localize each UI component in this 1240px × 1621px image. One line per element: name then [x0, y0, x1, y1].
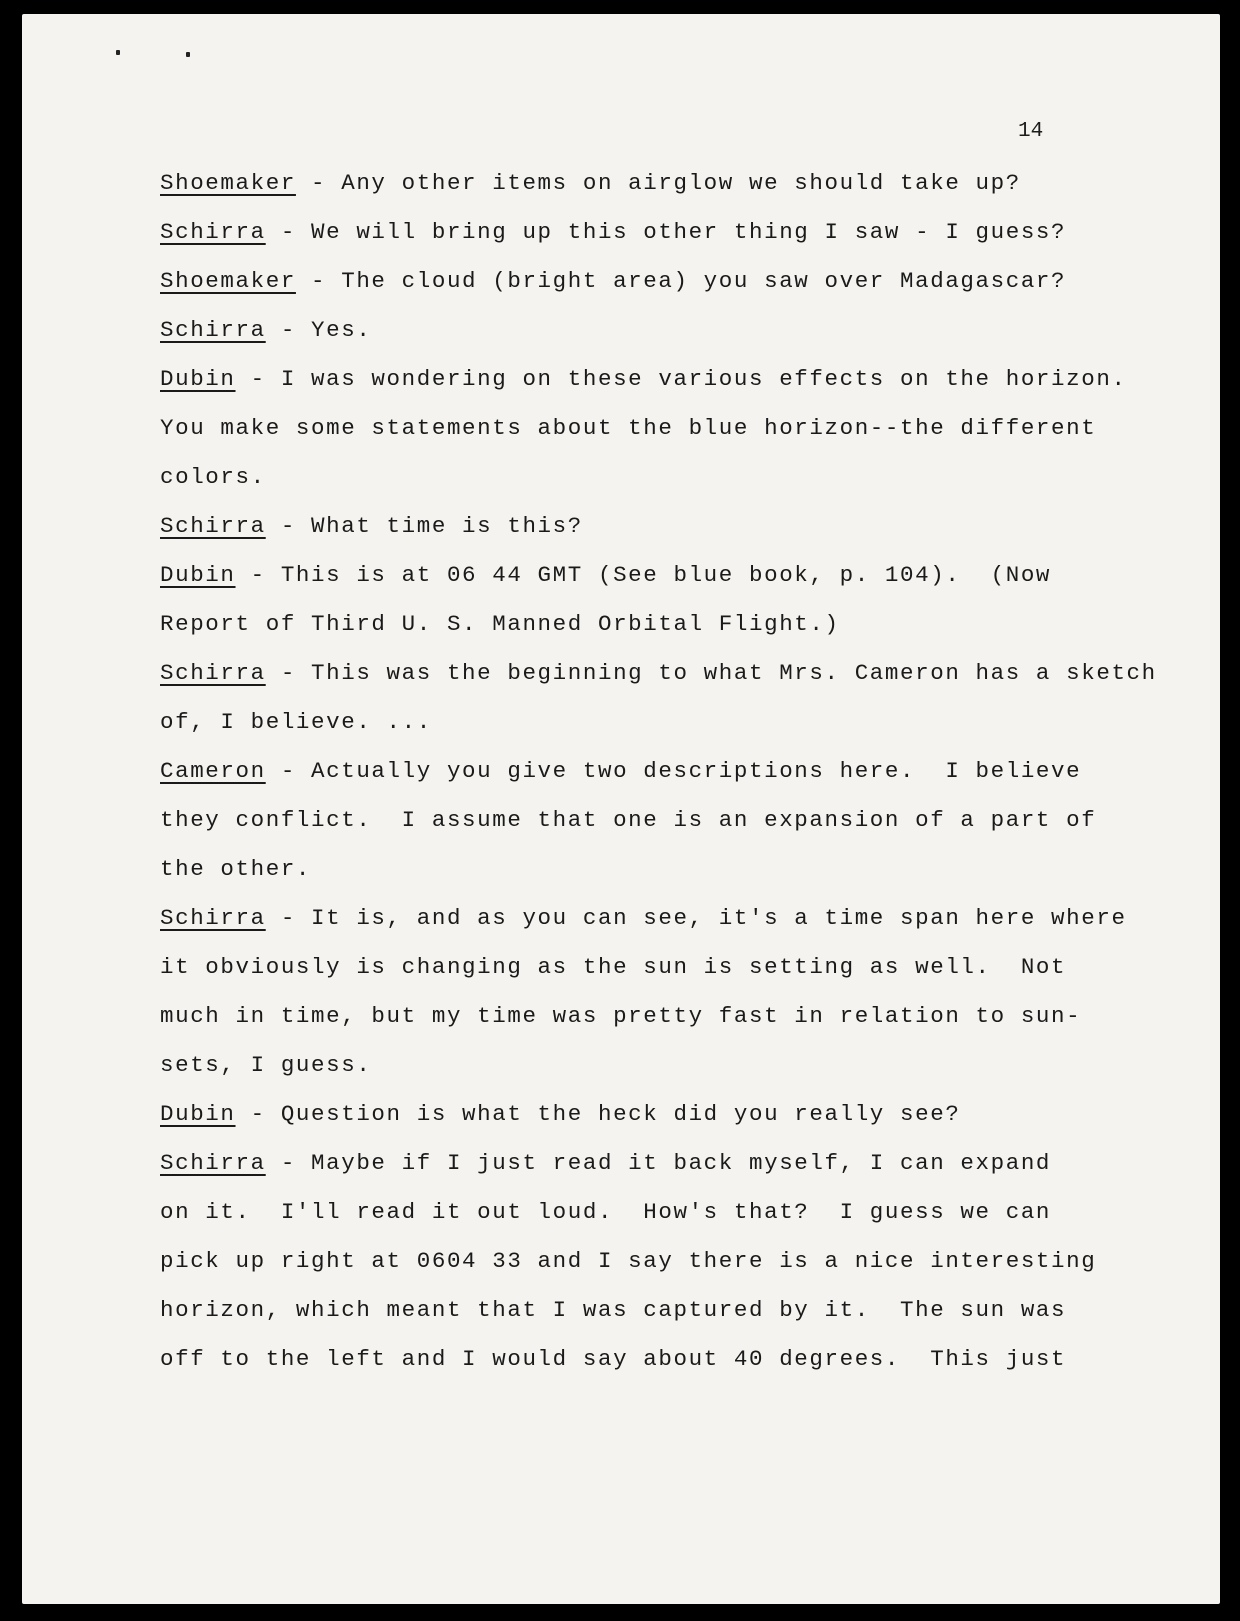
transcript-line — [160, 1003, 1081, 1029]
transcript-line — [160, 1297, 1066, 1323]
line-text: - Yes. — [265, 317, 372, 343]
line-text: on it. I'll read it out loud. How's that? I guess we can — [160, 1199, 1052, 1225]
line-text: they conflict. I assume that one is an expansion of a part of — [160, 807, 1097, 833]
line-text: - This was the beginning to what Mrs. Cameron has a sketch — [265, 660, 1157, 686]
line-text: - What time is this? — [265, 513, 583, 539]
line-text: - Actually you give two descriptions here. I believe — [265, 758, 1082, 784]
line-text: - We will bring up this other thing I saw - I guess? — [265, 219, 1067, 245]
line-text: - It is, and as you can see, it's a time span here where — [265, 905, 1127, 931]
speaker-name: Shoemaker — [160, 170, 296, 196]
speaker-name: Schirra — [160, 1150, 266, 1176]
transcript-line — [160, 1248, 1096, 1274]
line-text: horizon, which meant that I was captured by it. The sun was — [160, 1297, 1067, 1323]
transcript-line — [160, 366, 1127, 392]
transcript-line — [160, 464, 266, 490]
transcript-line — [160, 954, 1066, 980]
transcript-line — [160, 513, 583, 539]
speaker-name: Dubin — [160, 562, 236, 588]
paper-mark — [186, 52, 190, 57]
transcript-line — [160, 1052, 371, 1078]
line-text: - Any other items on airglow we should take up? — [295, 170, 1021, 196]
speaker-name: Shoemaker — [160, 268, 296, 294]
transcript-line — [160, 660, 1157, 686]
transcript-line — [160, 856, 311, 882]
paper-mark — [116, 50, 120, 55]
line-text: pick up right at 0604 33 and I say there is a nice interesting — [160, 1248, 1097, 1274]
speaker-name: Dubin — [160, 366, 236, 392]
line-text: it obviously is changing as the sun is setting as well. Not — [160, 954, 1067, 980]
speaker-name: Cameron — [160, 758, 266, 784]
speaker-name: Schirra — [160, 317, 266, 343]
transcript-line — [160, 219, 1066, 245]
transcript-line — [160, 562, 1051, 588]
transcript-line — [160, 1199, 1051, 1225]
line-text: - This is at 06 44 GMT (See blue book, p. 104). (Now — [235, 562, 1052, 588]
line-text: off to the left and I would say about 40 degrees. This just — [160, 1346, 1067, 1372]
line-text: the other. — [160, 856, 312, 882]
line-text: much in time, but my time was pretty fast in relation to sun- — [160, 1003, 1082, 1029]
line-text: sets, I guess. — [160, 1052, 372, 1078]
speaker-name: Schirra — [160, 660, 266, 686]
transcript-line — [160, 905, 1127, 931]
transcript-line — [160, 268, 1066, 294]
line-text: - Maybe if I just read it back myself, I can expand — [265, 1150, 1052, 1176]
line-text: You make some statements about the blue horizon--the different — [160, 415, 1097, 441]
transcript-line — [160, 415, 1096, 441]
speaker-name: Dubin — [160, 1101, 236, 1127]
line-text: colors. — [160, 464, 266, 490]
transcript-line — [160, 170, 1021, 196]
transcript-line — [160, 709, 432, 735]
line-text: Report of Third U. S. Manned Orbital Flight.) — [160, 611, 840, 637]
transcript-line — [160, 1101, 960, 1127]
line-text: - The cloud (bright area) you saw over Madagascar? — [295, 268, 1067, 294]
speaker-name: Schirra — [160, 905, 266, 931]
transcript-line — [160, 1346, 1066, 1372]
transcript-line — [160, 317, 371, 343]
transcript-line — [160, 758, 1081, 784]
line-text: - I was wondering on these various effects on the horizon. — [235, 366, 1127, 392]
page-number: 14 — [1018, 120, 1044, 143]
transcript-line — [160, 611, 840, 637]
transcript-line — [160, 807, 1096, 833]
line-text: of, I believe. ... — [160, 709, 432, 735]
transcript-line — [160, 1150, 1051, 1176]
speaker-name: Schirra — [160, 219, 266, 245]
speaker-name: Schirra — [160, 513, 266, 539]
line-text: - Question is what the heck did you really see? — [235, 1101, 961, 1127]
